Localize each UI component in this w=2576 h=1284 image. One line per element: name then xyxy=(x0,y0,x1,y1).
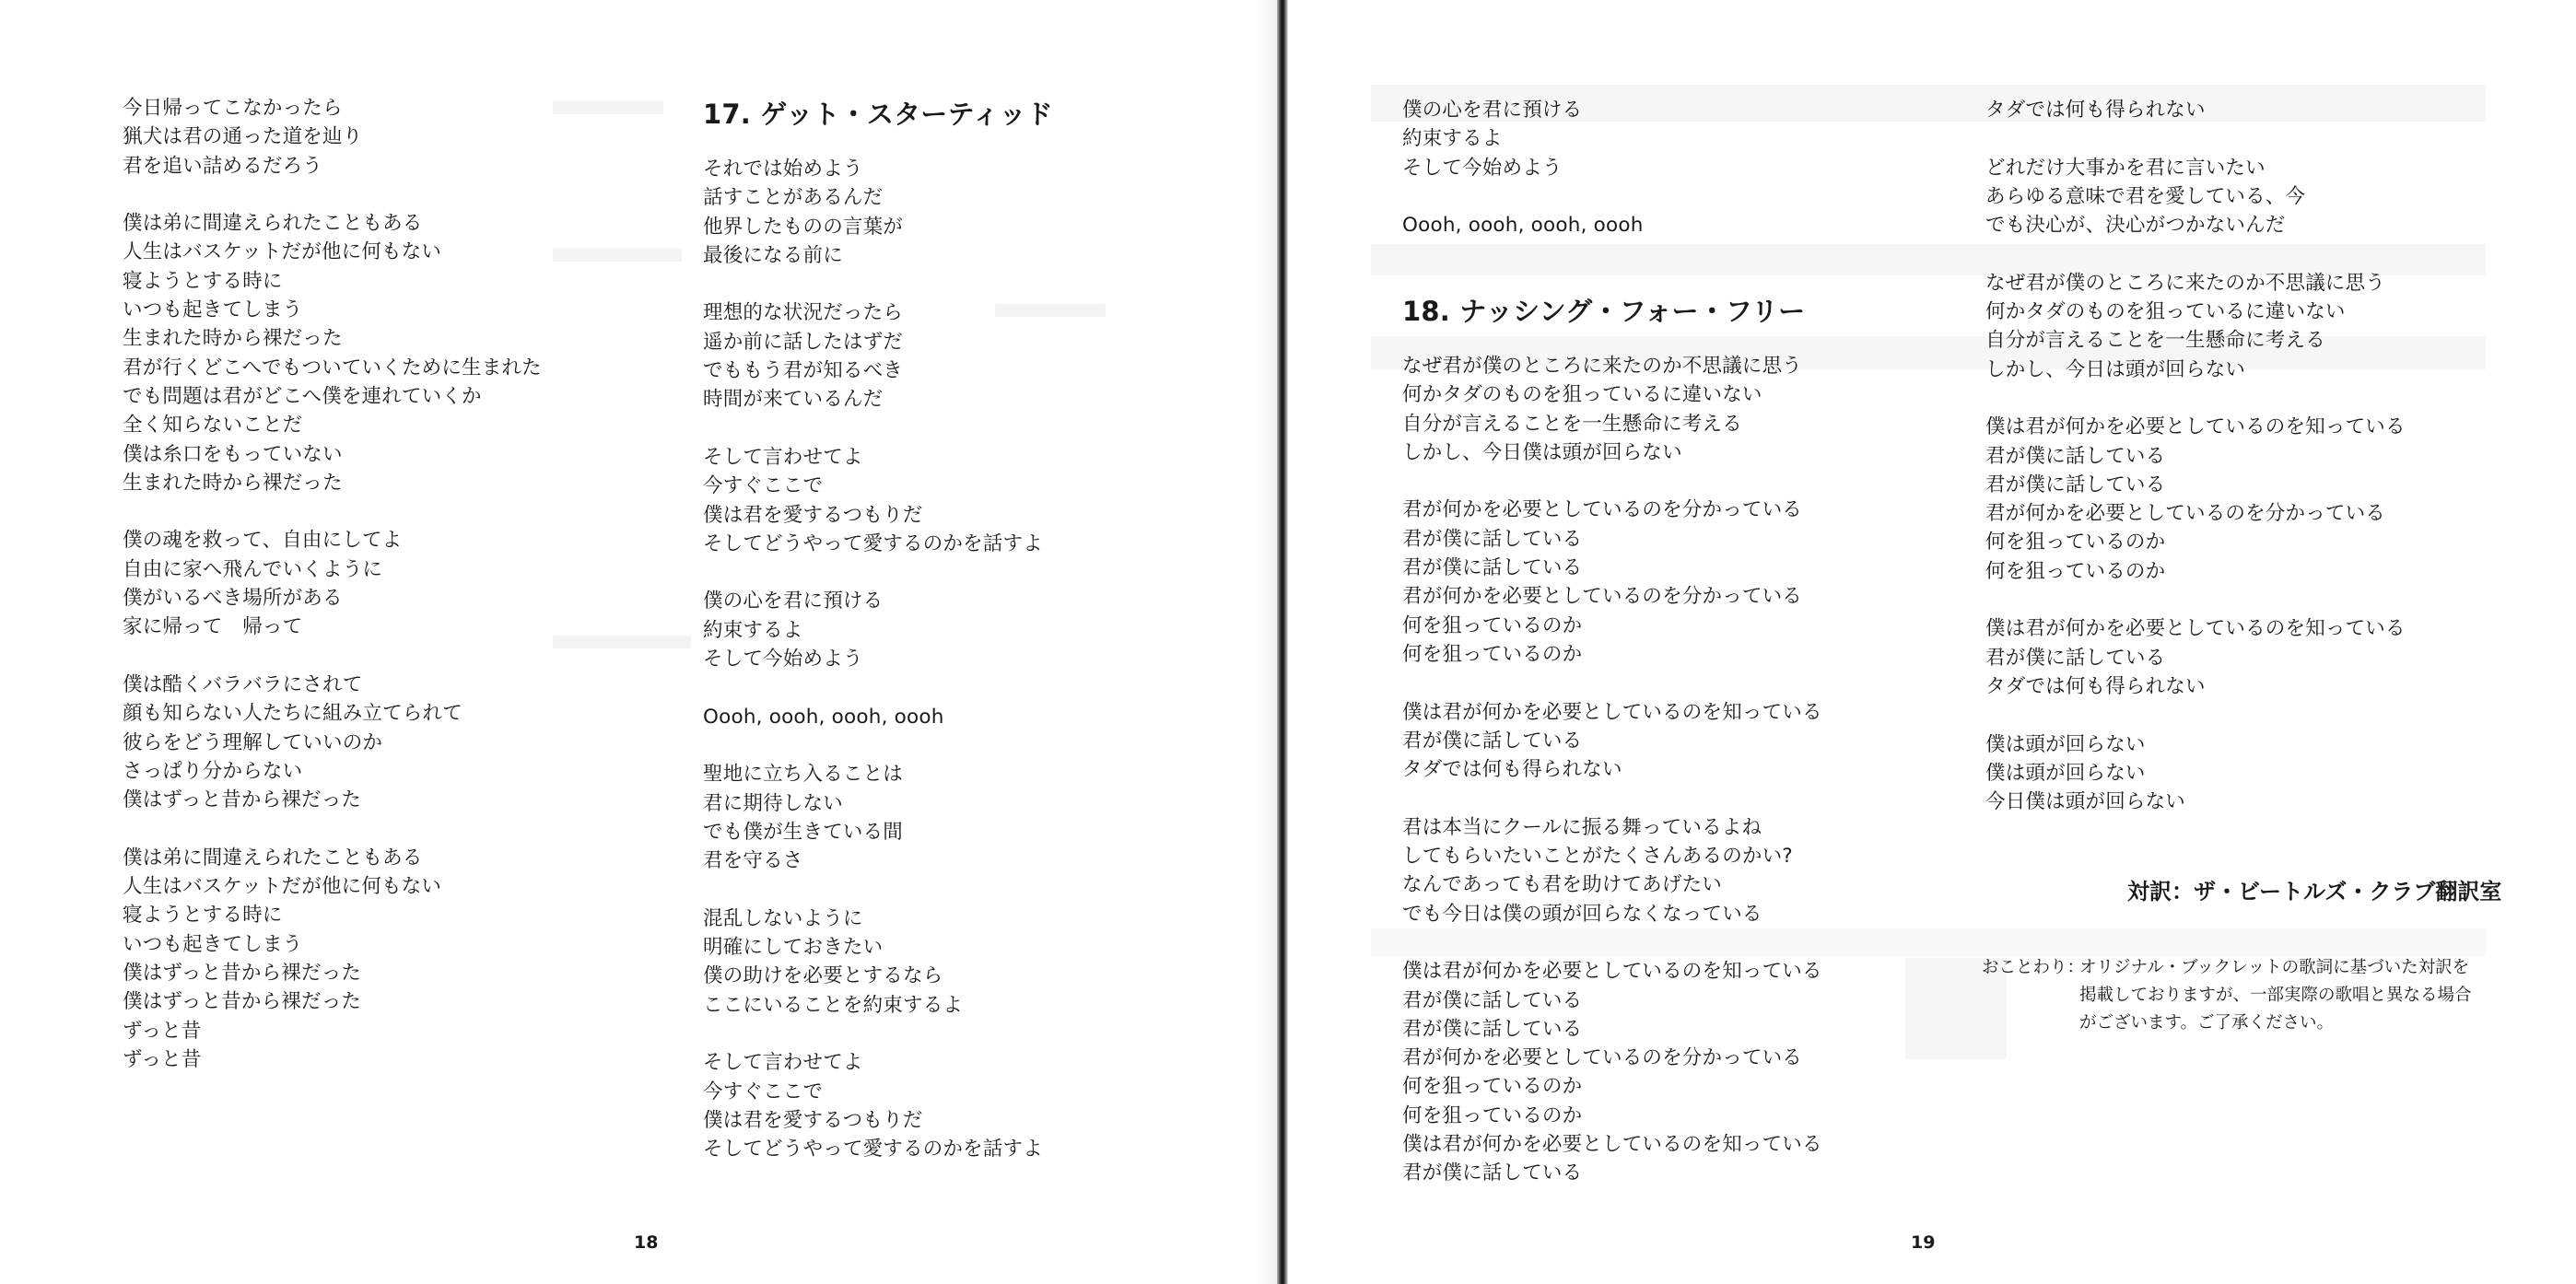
lyric-line: 最後になる前に xyxy=(703,243,843,267)
disclaimer-body: オリジナル・ブックレットの歌詞に基づいた対訳を掲載しておりますが、一部実際の歌唱と異なる場合がございます。ご了承ください。 xyxy=(2079,958,2472,1033)
lyric-line: でも問題は君がどこへ僕を連れていくか xyxy=(123,384,482,408)
lyric-line: 君が何かを必要としているのを分かっている xyxy=(1402,1046,1803,1070)
lyrics-column-right-2 xyxy=(1985,96,2406,816)
lyric-line: 僕は頭が回らない xyxy=(1985,732,2146,756)
lyric-line: 全く知らないことだ xyxy=(123,414,303,438)
lyric-line: 僕はずっと昔から裸だった xyxy=(123,961,362,985)
lyric-line: ずっと昔 xyxy=(123,1047,202,1071)
lyric-line: なんであっても君を助けてあげたい xyxy=(1402,873,1722,897)
stanza-break xyxy=(1985,384,2406,413)
lyric-line: 僕がいるべき場所がある xyxy=(123,587,343,611)
lyric-line: 君が何かを必要としているのを分かっている xyxy=(1402,498,1803,522)
stanza-break xyxy=(703,731,1053,760)
lyric-line: 今日帰ってこなかったら xyxy=(123,97,343,120)
lyric-line: タダでは何も得られない xyxy=(1402,758,1622,782)
lyric-line: 僕はずっと昔から裸だった xyxy=(123,990,362,1014)
lyric-line: そしてどうやって愛するのかを話すよ xyxy=(703,531,1043,555)
lyric-line: 君が僕に話している xyxy=(1402,1161,1583,1185)
lyric-line: 僕はずっと昔から裸だった xyxy=(123,788,362,812)
lyric-line: 寝ようとする時に xyxy=(123,904,283,928)
lyric-line: 君が僕に話している xyxy=(1402,556,1583,580)
lyric-line: 君が僕に話している xyxy=(1402,729,1583,753)
lyric-line: でももう君が知るべき xyxy=(703,359,904,383)
lyric-line: 他界したものの言葉が xyxy=(703,215,904,239)
page-number-left: 18 xyxy=(634,1232,659,1253)
lyric-line: 君が僕に話している xyxy=(1985,473,2166,496)
stanza-break xyxy=(1402,182,1644,211)
lyric-line: 君が僕に話している xyxy=(1985,444,2166,468)
lyrics-column-right-1-top xyxy=(1402,96,1644,239)
lyric-line: 僕の魂を救って、自由にしてよ xyxy=(123,529,403,553)
lyric-line: タダでは何も得られない xyxy=(1985,99,2206,122)
lyric-line: 僕は君が何かを必要としているのを知っている xyxy=(1985,415,2406,439)
lyric-line: 僕は君が何かを必要としているのを知っている xyxy=(1985,617,2406,641)
song-17-lyrics xyxy=(703,155,1053,1163)
lyric-line: ここにいることを約束するよ xyxy=(703,993,964,1017)
right-page xyxy=(1288,0,2576,1284)
lyric-line: 何かタダのものを狙っているに違いない xyxy=(1985,300,2346,324)
lyric-line: そしてどうやって愛するのかを話すよ xyxy=(703,1138,1043,1161)
lyric-line: 僕の心を君に預ける xyxy=(1402,99,1583,122)
lyrics-column-left-1 xyxy=(123,94,542,1074)
lyric-line: 寝ようとする時に xyxy=(123,269,283,293)
show-through-mark xyxy=(553,101,663,114)
lyric-line: なぜ君が僕のところに来たのか不思議に思う xyxy=(1985,271,2386,295)
lyric-line: しかし、今日僕は頭が回らない xyxy=(1402,440,1682,464)
booklet-spine xyxy=(1277,0,1288,1284)
lyric-line: 自分が言えることを一生懸命に考える xyxy=(1402,412,1742,436)
lyric-line: 話すことがあるんだ xyxy=(703,186,884,210)
lyric-line: 何かタダのものを狙っているに違いない xyxy=(1402,383,1762,407)
lyric-line: 時間が来ているんだ xyxy=(703,388,884,412)
lyric-line: それでは始めよう xyxy=(703,158,863,181)
lyric-line: 生まれた時から裸だった xyxy=(123,471,343,495)
lyric-line: 今すぐここで xyxy=(703,1080,824,1103)
translation-credit: 対訳：ザ・ビートルズ・クラブ翻訳室 xyxy=(2127,879,2502,905)
lyric-line: 僕は糸口をもっていない xyxy=(123,442,343,466)
lyric-line: 僕は弟に間違えられたこともある xyxy=(123,212,423,236)
disclaimer-label: おことわり： xyxy=(1982,958,2085,977)
lyric-line: 僕は君を愛するつもりだ xyxy=(703,1108,923,1132)
stanza-break xyxy=(1985,124,2406,153)
lyric-line: 君を追い詰めるだろう xyxy=(123,154,323,178)
lyric-line: タダでは何も得られない xyxy=(1985,674,2206,698)
lyric-line: さっぱり分からない xyxy=(123,759,303,783)
lyric-line: 君が僕に話している xyxy=(1402,527,1583,551)
lyric-line: あらゆる意味で君を愛している、今 xyxy=(1985,184,2306,208)
lyric-line: でも僕が生きている間 xyxy=(703,820,904,844)
spine-shadow xyxy=(1255,0,1277,1284)
stanza-break xyxy=(703,558,1053,587)
stanza-break xyxy=(1402,669,1822,697)
lyric-line: 君が行くどこへでもついていくために生まれた xyxy=(123,356,542,379)
lyric-line: 人生はバスケットだが他に何もない xyxy=(123,875,442,899)
lyric-line: どれだけ大事かを君に言いたい xyxy=(1985,156,2266,180)
song-18-lyrics xyxy=(1402,352,1822,1188)
disclaimer-note xyxy=(1982,954,2498,1037)
lyric-line: 君に期待しない xyxy=(703,791,843,815)
stanza-break xyxy=(1402,467,1822,496)
lyrics-column-left-2 xyxy=(703,96,1053,1163)
stanza-break xyxy=(703,875,1053,904)
stanza-break xyxy=(123,497,542,526)
lyric-line: 何を狙っているのか xyxy=(1402,1103,1583,1127)
lyrics-column-right-1 xyxy=(1402,293,1822,1188)
song-title-18: 18. ナッシング・フォー・フリー xyxy=(1402,296,1806,327)
lyric-line: 混乱しないように xyxy=(703,906,863,930)
lyric-line: 僕は弟に間違えられたこともある xyxy=(123,846,423,870)
stanza-break xyxy=(703,270,1053,298)
lyric-line: でも今日は僕の頭が回らなくなっている xyxy=(1402,902,1762,926)
lyric-line: 何を狙っているのか xyxy=(1402,1075,1583,1099)
lyric-line: 約束するよ xyxy=(703,618,803,642)
lyric-line: なぜ君が僕のところに来たのか不思議に思う xyxy=(1402,355,1803,378)
lyric-line: いつも起きてしまう xyxy=(123,298,303,322)
stanza-break xyxy=(123,814,542,843)
song-title-17: 17. ゲット・スターティッド xyxy=(703,99,1053,130)
lyric-line: 生まれた時から裸だった xyxy=(123,327,343,351)
lyric-line: 聖地に立ち入ることは xyxy=(703,763,904,787)
stanza-break xyxy=(1985,586,2406,614)
lyric-line: そして言わせてよ xyxy=(703,445,863,469)
lyric-line: 僕は酷くバラバラにされて xyxy=(123,672,363,696)
lyric-line: 猟犬は君の通った道を辿り xyxy=(123,125,363,149)
lyric-line: してもらいたいことがたくさんあるのかい? xyxy=(1402,845,1793,869)
stanza-break xyxy=(123,181,542,209)
stanza-break xyxy=(1985,701,2406,730)
lyric-line: ずっと昔 xyxy=(123,1019,202,1043)
lyric-line: 僕は君を愛するつもりだ xyxy=(703,503,923,527)
lyric-line: 理想的な状況だったら xyxy=(703,301,904,325)
lyric-line: 人生はバスケットだが他に何もない xyxy=(123,240,442,264)
stanza-break xyxy=(1402,928,1822,957)
stanza-break xyxy=(123,642,542,671)
lyric-line: Oooh, oooh, oooh, oooh xyxy=(703,705,944,729)
lyric-line: 自分が言えることを一生懸命に考える xyxy=(1985,329,2325,353)
stanza-break xyxy=(1985,239,2406,268)
left-page xyxy=(0,0,1277,1284)
lyric-line: しかし、今日は頭が回らない xyxy=(1985,357,2246,381)
lyric-line: でも決心が、決心がつかないんだ xyxy=(1985,214,2286,238)
lyric-line: 何を狙っているのか xyxy=(1985,559,2166,583)
lyric-line: 僕の助けを必要とするなら xyxy=(703,964,943,988)
lyric-line: 僕は君が何かを必要としているのを知っている xyxy=(1402,1133,1822,1157)
lyric-line: 君が何かを必要としているのを分かっている xyxy=(1402,585,1803,609)
lyric-line: 何を狙っているのか xyxy=(1402,642,1583,666)
lyric-line: 遥か前に話したはずだ xyxy=(703,330,904,354)
lyric-line: 君が何かを必要としているのを分かっている xyxy=(1985,502,2386,526)
show-through-mark xyxy=(553,636,691,648)
page-number-right: 19 xyxy=(1911,1232,1936,1253)
lyric-line: 君が僕に話している xyxy=(1402,1017,1583,1041)
lyric-line: 自由に家へ飛んでいくように xyxy=(123,557,383,581)
lyric-line: 僕は君が何かを必要としているのを知っている xyxy=(1402,700,1822,724)
lyric-line: 僕は君が何かを必要としているのを知っている xyxy=(1402,960,1822,984)
stanza-break xyxy=(703,414,1053,443)
lyric-line: 今すぐここで xyxy=(703,474,824,498)
stanza-break xyxy=(703,673,1053,702)
lyric-line: 何を狙っているのか xyxy=(1402,613,1583,637)
lyric-line: 彼らをどう理解していいのか xyxy=(123,730,383,754)
lyric-line: 約束するよ xyxy=(1402,127,1503,151)
lyric-line: そして今始めよう xyxy=(1402,156,1563,180)
lyric-line: 明確にしておきたい xyxy=(703,936,884,960)
lyric-line: 僕の心を君に預ける xyxy=(703,589,884,613)
stanza-break xyxy=(1402,784,1822,812)
lyric-line: いつも起きてしまう xyxy=(123,932,303,956)
lyric-line: 今日僕は頭が回らない xyxy=(1985,790,2186,814)
lyric-line: 君が僕に話している xyxy=(1985,646,2166,670)
lyric-line: そして今始めよう xyxy=(703,648,863,671)
lyric-line: 僕は頭が回らない xyxy=(1985,761,2146,785)
lyric-line: 君を守るさ xyxy=(703,849,803,873)
lyric-line: 顔も知らない人たちに組み立てられて xyxy=(123,702,463,726)
lyric-line: Oooh, oooh, oooh, oooh xyxy=(1402,214,1644,238)
lyric-line: 何を狙っているのか xyxy=(1985,531,2166,554)
lyric-line: 君は本当にクールに振る舞っているよね xyxy=(1402,815,1762,839)
lyric-line: 家に帰って 帰って xyxy=(123,615,303,639)
stanza-break xyxy=(703,1020,1053,1048)
show-through-mark xyxy=(553,249,682,262)
lyric-line: そして言わせてよ xyxy=(703,1051,863,1075)
lyric-line: 君が僕に話している xyxy=(1402,988,1583,1012)
